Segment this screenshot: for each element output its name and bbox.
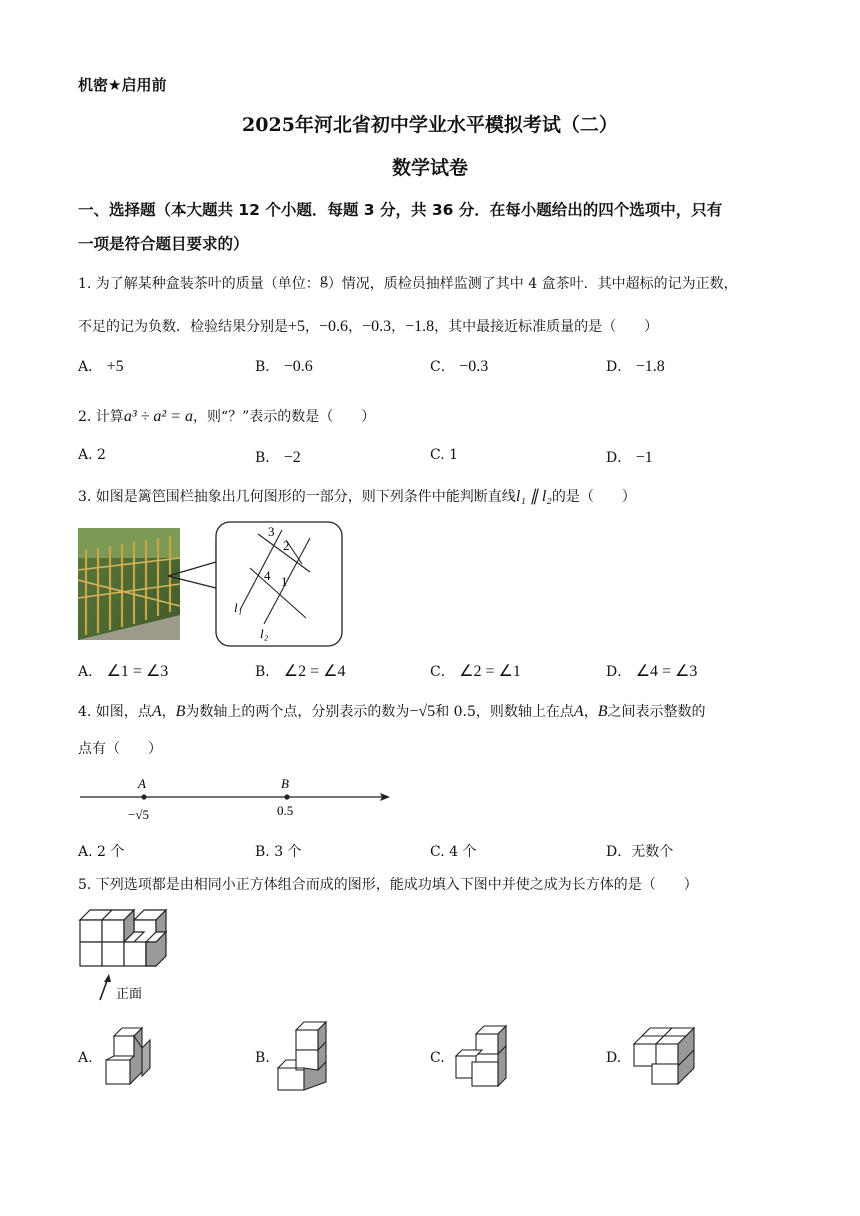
front-label: 正面 <box>116 986 143 1001</box>
point-a <box>141 794 146 799</box>
q2-option-d: D． −1 <box>606 449 653 466</box>
q3-fence-figure <box>78 520 350 650</box>
point-a-label: A <box>138 776 146 791</box>
q1-option-c: C． −0.3 <box>430 358 489 375</box>
q4-line2: 点有（ ） <box>78 741 162 757</box>
q5-stem: 5. 下列选项都是由相同小正方体组合而成的图形，能成功填入下图中并使之成为长方体的是（ ） <box>78 877 698 893</box>
exam-title: 2025年河北省初中学业水平模拟考试（二） <box>242 114 618 136</box>
q5-main-figure <box>78 898 188 1008</box>
angle-label-4: 4 <box>264 568 271 583</box>
q1-option-d: D． −1.8 <box>606 358 665 375</box>
section-heading-line1: 一、选择题（本大题共 12 个小题．每题 3 分，共 36 分．在每小题给出的四个选项中，只有 <box>78 201 723 219</box>
q3-stem: 3. 如图是篱笆围栏抽象出几何图形的一部分，则下列条件中能判断直线l₁ ∥ l₂的是（ ） <box>78 488 636 505</box>
callout-box <box>216 522 342 646</box>
line-label-l2: l₂ <box>260 626 269 641</box>
point-b-value: 0.5 <box>277 803 294 818</box>
number-line-figure <box>78 770 398 826</box>
point-a-value: −√5 <box>128 807 149 822</box>
q2-stem: 2. 计算a³ ÷ a² = a，则“？”表示的数是（ ） <box>78 408 376 425</box>
q5-option-a-figure <box>104 1024 156 1088</box>
angle-label-3: 3 <box>268 524 275 539</box>
angle-label-1: 1 <box>281 574 288 589</box>
q1-option-a: A． +5 <box>78 358 124 375</box>
q3-option-c: C． ∠2 = ∠1 <box>430 663 521 680</box>
q5-option-a-label: A. <box>78 1050 93 1066</box>
section-heading-line2: 一项是符合题目要求的） <box>78 235 249 253</box>
q2-option-a: A. 2 <box>78 447 106 463</box>
q4-option-b: B. 3 个 <box>255 844 302 860</box>
q1-line2: 不足的记为负数．检验结果分别是+5，−0.6，−0.3，−1.8，其中最接近标准质量的是（ ） <box>78 318 659 335</box>
q3-option-a: A． ∠1 = ∠3 <box>78 663 169 680</box>
q4-option-d: D．无数个 <box>606 844 674 860</box>
q2-option-c: C. 1 <box>430 447 459 463</box>
q2-option-b: B． −2 <box>255 449 301 466</box>
q5-option-b-label: B. <box>255 1050 270 1066</box>
point-b <box>284 794 289 799</box>
confidential-label: 机密★启用前 <box>78 76 167 94</box>
q4-line1: 4. 如图，点A，B为数轴上的两个点，分别表示的数为−√5和 0.5，则数轴上在点A，B之间表示整数的 <box>78 703 706 720</box>
q5-option-d-figure <box>628 1026 700 1088</box>
q3-option-d: D． ∠4 = ∠3 <box>606 663 698 680</box>
q4-option-a: A. 2 个 <box>78 844 125 860</box>
angle-label-2: 2 <box>283 538 290 553</box>
q5-option-c-figure <box>452 1022 514 1090</box>
q4-option-c: C. 4 个 <box>430 844 477 860</box>
fence-photo <box>78 528 180 640</box>
q1-line1: 1. 为了解某种盒装茶叶的质量（单位：g）情况，质检员抽样监测了其中 4 盒茶叶．其中超标的记为正数， <box>78 271 738 292</box>
exam-subtitle: 数学试卷 <box>391 157 468 179</box>
q5-option-b-figure <box>276 1018 334 1094</box>
line-label-l1: l₁ <box>234 600 243 615</box>
point-b-label: B <box>281 776 289 791</box>
q1-option-b: B． −0.6 <box>255 358 313 375</box>
q3-option-b: B． ∠2 = ∠4 <box>255 663 346 680</box>
q5-option-c-label: C. <box>430 1050 445 1066</box>
q5-option-d-label: D. <box>606 1050 622 1066</box>
